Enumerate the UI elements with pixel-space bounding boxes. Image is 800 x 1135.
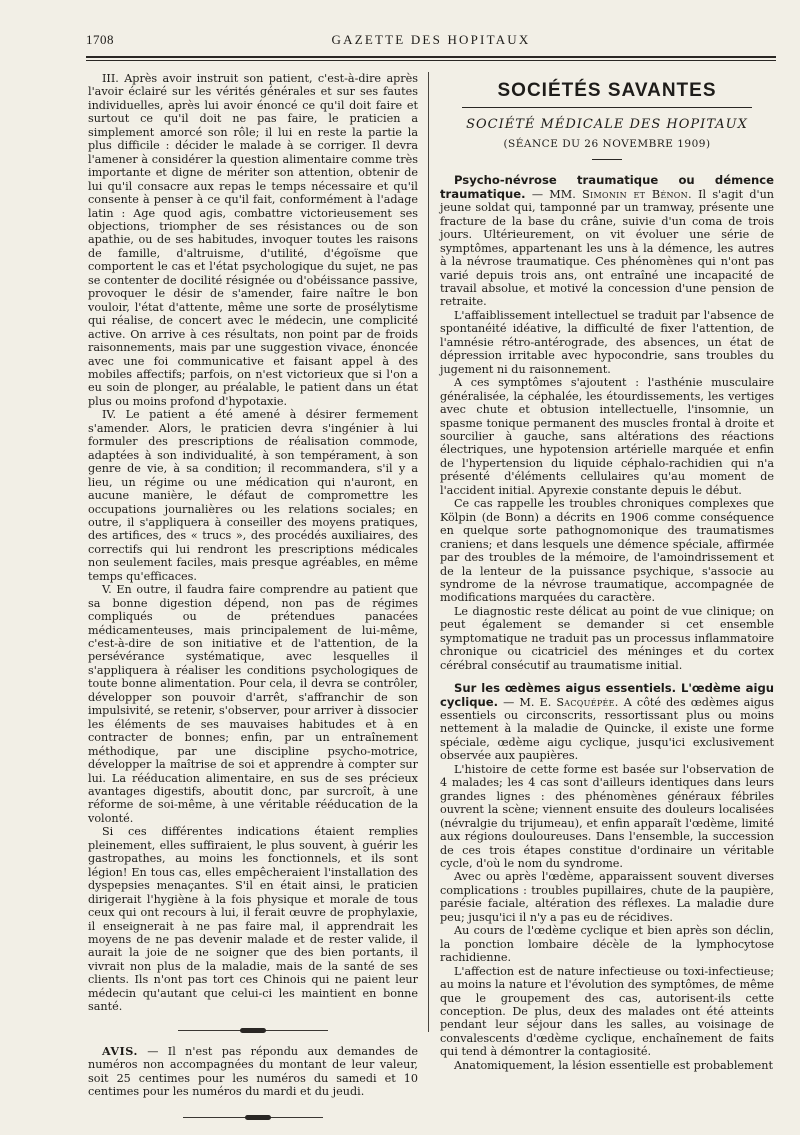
ornament-separator [178,1030,328,1031]
article-2-paragraph: L'histoire de cette forme est basée sur l'observation de 4 malades; les 4 cas sont d'ailleurs identiques dans leurs grandes lignes : des phénomènes généraux fébriles ouvrent la scène; viennent ensuite des douleurs localisées (névralgie du trijumeau), et enfin apparaît l'œdème, limité aux régions douloureuses. Dans l'ensemble, la succession de ces trois étapes constitue d'ordinaire un véritable cycle, d'où le nom du syndrome. [440,762,774,871]
article-1-authors: Simonin et Bénon. [582,187,692,201]
section-rule [462,107,752,108]
article-2-paragraph: Au cours de l'œdème cyclique et bien après son déclin, la ponction lombaire décèle de la lymphocytose rachidienne. [440,924,774,965]
paragraph-v: V. En outre, il faudra faire comprendre au patient que sa bonne digestion dépend, non pas de régimes compliqués ou de prétendues panacées médicamenteuses, mais principalement de lui-même, c'est-à-dire de son initiative et de l'attention, de la persévérance systématique, avec lesquelles il s'appliquera à réaliser les conditions psychologiques de toute bonne alimentation. Pour cela, il devra se contrôler, développer son pouvoir d'arrêt, s'affranchir de son impulsivité, se retenir, s'observer, pour arriver à dissocier les éléments de ses mauvaises habitudes et à en contracter de bonnes; enfin, par un entraînement méthodique, par une discipline psycho-motrice, développer la maîtrise de soi et apprendre à compter sur lui. La rééducation alimentaire, en sus de ses précieux avantages digestifs, aboutit donc, par surcroît, à une réforme de soi-même, à une véritable rééducation de la volonté. [88,583,418,825]
avis-text: — Il n'est pas répondu aux demandes de numéros non accompagnées du montant de leur valeur, soit 25 centimes pour les numéros du samedi et 10 centimes pour les numéros du mardi et du jeudi. [88,1044,418,1099]
article-2-paragraph: L'affection est de nature infectieuse ou toxi-infectieuse; au moins la nature et l'évolution des symptômes, de même que le groupement des cas, autorisent-ils cette conception. De plus, deux des malades ont été atteints pendant leur séjour dans les salles, au voisinage de convalescents d'œdème cyclique, enchaînement de faits qui tend à démontrer la contagiosité. [440,964,774,1059]
paragraph-conclusion: Si ces différentes indications étaient remplies pleinement, elles suffiraient, le plus souvent, à guérir les gastropathes, au moins les fonctionnels, et ils sont légion! En tous cas, elles empêcheraient l'installation des dyspepsies menaçantes. S'il en était ainsi, le praticien dirigerait l'hygiène à la fois physique et morale de tous ceux qui ont recours à lui, il ferait œuvre de prophylaxie, il enseignerait à ne pas faire mal, il apprendrait les moyens de ne pas devenir malade et de rester valide, il aurait la joie de ne soigner que des bien portants, il vivrait non plus de la maladie, mais de la santé de ses clients. Ils n'ont pas tort ces Chinois qui ne paient leur médecin qu'autant que celui-ci les maintient en bonne santé. [88,825,418,1014]
article-2-intro: A côté des œdèmes aigus essentiels ou circonscrits, ressortissant plus ou moins nettement à la maladie de Quincke, il existe une forme spéciale, œdème aigu cyclique, jusqu'ici exclusivement observée aux paupières. [440,695,774,763]
avis-label: AVIS. [102,1043,138,1058]
right-column [440,72,774,1072]
article-1-paragraph: Le diagnostic reste délicat au point de vue clinique; on peut également se demander si cet ensemble symptomatique ne traduit pas un processus inflammatoire chronique ou cicatriciel des méninges et du cortex cérébral consécutif au traumatisme initial. [440,604,774,672]
ornament-icon [240,1028,266,1033]
ornament-separator-bottom [183,1117,323,1118]
article-2-title: Sur les œdèmes aigus essentiels. L'œdème aigu cyclique. [440,681,774,709]
ornament-icon [245,1115,271,1120]
article-2-lead [440,682,774,763]
left-column [88,72,418,1118]
society-name: SOCIÉTÉ MÉDICALE DES HOPITAUX [466,117,748,133]
session-date: (SÉANCE DU 26 NOVEMBRE 1909) [503,137,711,150]
article-2-authors-lead: — M. E. [498,695,557,709]
article-2 [440,682,774,1072]
journal-title: GAZETTE DES HOPITAUX [331,32,531,47]
section-title: SOCIÉTÉS SAVANTES [497,80,717,101]
article-1-intro: Il s'agit d'un jeune soldat qui, tamponné par un tramway, présente une fracture de la base du crâne, suivie d'un coma de trois jours. Ultérieurement, on vit évoluer une série de symptômes, appartenant les uns à la démence, les autres à la névrose traumatique. Ces phénomènes qui n'ont pas varié depuis trois ans, ont entraîné une incapacité de travail absolue, et motivé la concession d'une pension de retraite. [440,187,774,309]
article-1-paragraph: A ces symptômes s'ajoutent : l'asthénie musculaire généralisée, la céphalée, les étourdissements, les vertiges avec chute et obtusion intellectuelle, l'insomnie, un spasme tonique permanent des muscles frontal à droite et sourcilier à gauche, sans altérations des réactions électriques, une hypotension artérielle marquée et enfin de l'hypertension du liquide céphalo-rachidien qui n'a présenté d'éléments cellulaires qu'au moment de l'accident initial. Apyrexie constante depuis le début. [440,376,774,497]
header-rule [86,56,776,61]
article-1-lead [440,174,774,309]
article-2-paragraph: Anatomiquement, la lésion essentielle est probablement [454,1058,773,1072]
page-header [86,32,776,54]
article-1-paragraph: L'affaiblissement intellectuel se traduit par l'absence de spontanéité idéative, la difficulté de fixer l'attention, de l'amnésie rétro-antérograde, des absences, un état de dépression irritable avec hypocondrie, sans troubles du jugement ni du raisonnement. [440,308,774,376]
article-1-authors-lead: — MM. [525,187,583,201]
page-number: 1708 [86,32,114,47]
paragraph-iv: IV. Le patient a été amené à désirer fermement s'amender. Alors, le praticien devra s'ingénier à lui formuler des prescriptions de réalisation commode, adaptées à son individualité, à son tempérament, à son genre de vie, à sa condition; il recommandera, s'il y a lieu, un régime ou une médication qui n'auront, en aucune manière, le défaut de compromettre les occupations journalières ou les relations sociales; en outre, il s'appliquera à conseiller des moyens pratiques, des artifices, des « trucs », des procédés auxiliaires, des correctifs qui lui rendront les prescriptions médicales non seulement faciles, mais presque agréables, en même temps qu'efficaces. [88,408,418,583]
article-1-paragraph: Ce cas rappelle les troubles chroniques complexes que Kölpin (de Bonn) a décrits en 1906 comme conséquence en quelque sorte pathognomonique des traumatismes craniens; et dans lesquels une démence spéciale, affirmée par des troubles de la mémoire, de l'amoindrissement et de la lenteur de la puissance psychique, s'associe au syndrome de la névrose traumatique, accompagnée de modifications marquées du caractère. [440,497,774,605]
session-rule [592,159,622,160]
article-2-paragraph: Avec ou après l'œdème, apparaissent souvent diverses complications : troubles pupillaires, chute de la paupière, parésie faciale, altération des réflexes. La maladie dure peu; jusqu'ici il n'y a pas eu de récidives. [440,870,774,924]
column-divider [428,72,429,1032]
article-1-title: Psycho-névrose traumatique ou démence traumatique. [440,173,774,201]
avis-notice [88,1045,418,1099]
paragraph-iii: III. Après avoir instruit son patient, c'est-à-dire après l'avoir éclairé sur les vérités générales et sur ses fautes individuelles, après lui avoir énoncé ce qu'il doit faire et surtout ce qu'il doit ne pas faire, le praticien a simplement amorcé son rôle; il lui en reste la partie la plus difficile : décider le malade à se corriger. Il devra l'amener à considérer la question alimentaire comme très importante et digne de mériter son attention, obtenir de lui qu'il consacre aux repas le temps nécessaire et qu'il consente à penser à ce qu'il fait, conformément à l'adage latin : Age quod agis, combattre victorieusement ses objections, triompher de ses résistances ou de son apathie, ou de ses habitudes, invoquer toutes les raisons de famille, d'altruisme, d'utilité, d'égoïsme que comportent le cas et l'état psychologique du sujet, ne pas se contenter de docilité résignée ou d'obéissance passive, provoquer le désir de s'amender, faire naître le bon vouloir, l'état d'attente, même une sorte de prosélytisme qui réalise, de concert avec le médecin, une complicité active. On arrive à ces résultats, non point par de froids raisonnements, mais par une suggestion vivace, énoncée avec une foi communicative et faisant appel à des mobiles affectifs; parfois, on n'est victorieux que si l'on a eu soin de plonger, au préalable, le patient dans un état plus ou moins profond d'hypotaxie. [88,72,418,408]
article-2-authors: Sacquépée. [556,695,619,709]
